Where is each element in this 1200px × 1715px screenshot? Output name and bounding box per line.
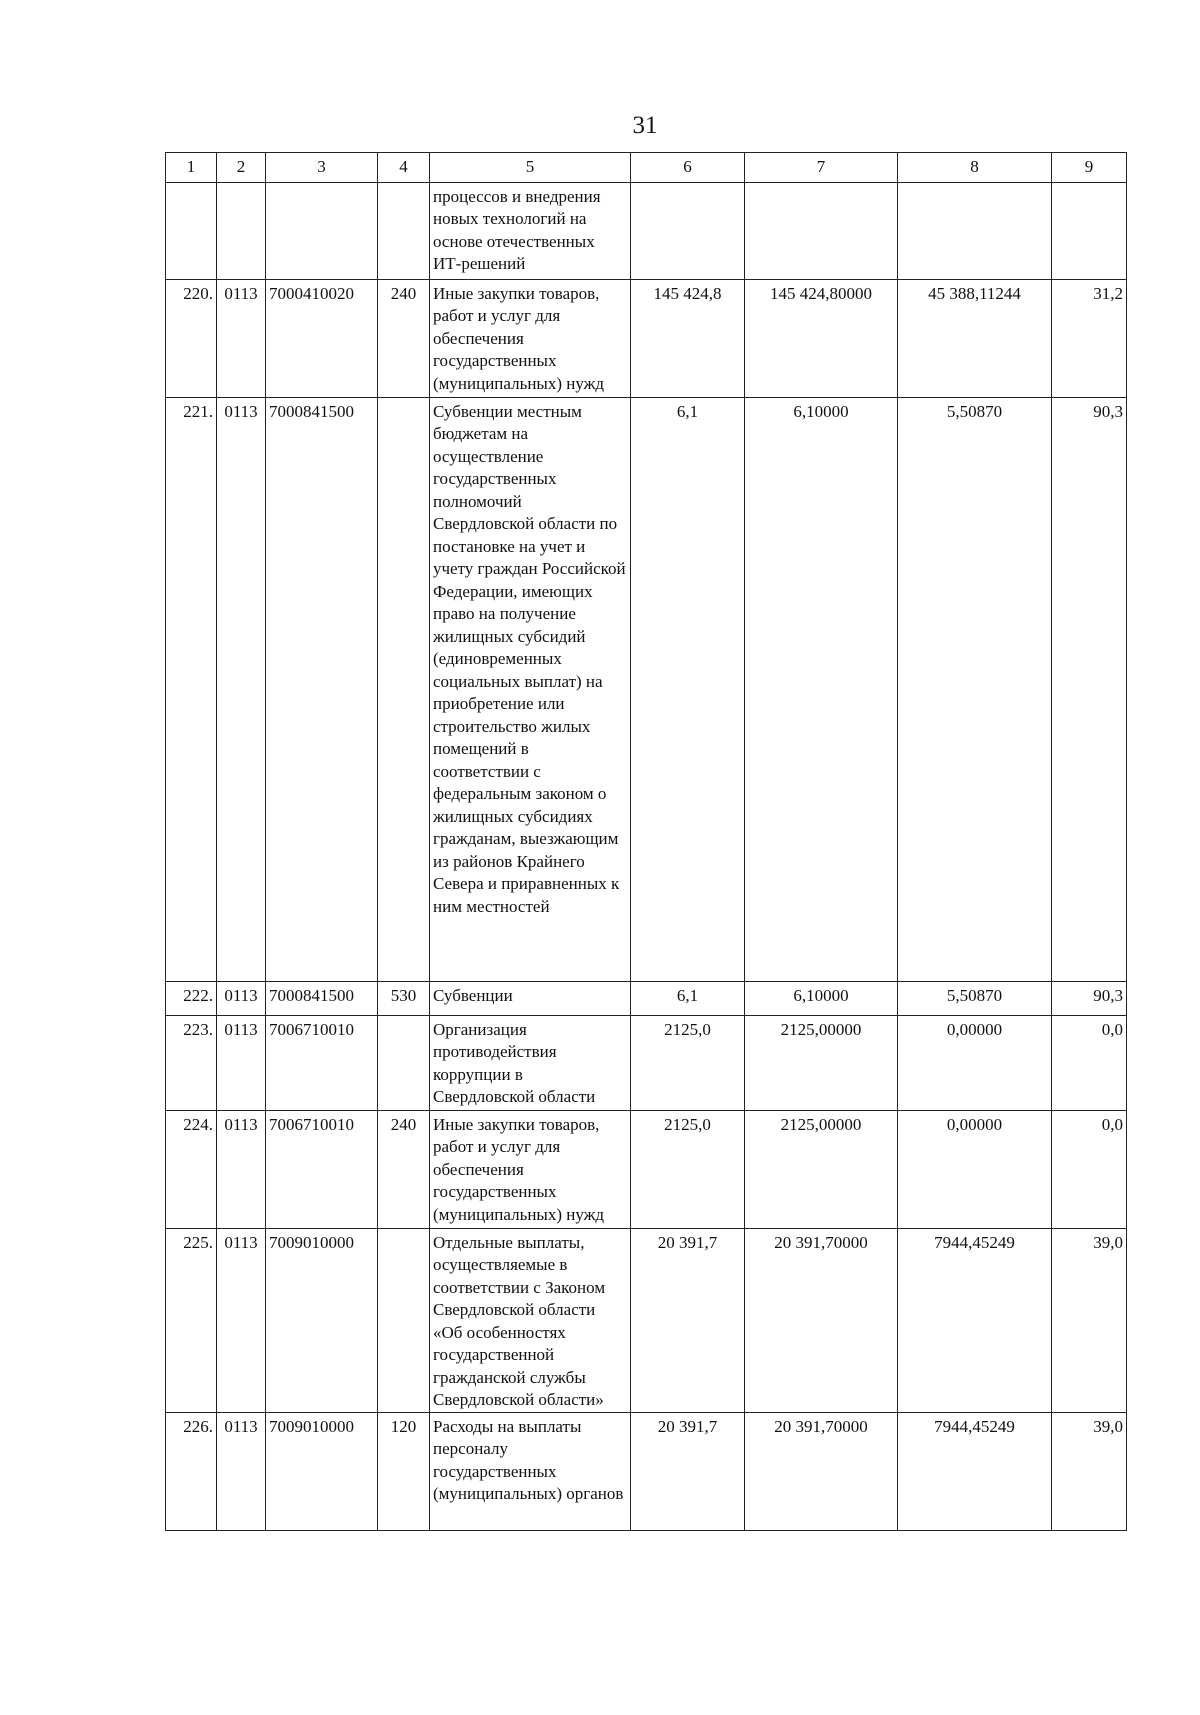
item-name: Иные закупки товаров, работ и услуг для обеспечения государственных (муниципальных) нужд (430, 279, 631, 397)
item-name: Отдельные выплаты, осуществляемые в соответствии с Законом Свердловской области «Об особенностях государственной гражданской службы Свердловской области» (430, 1228, 631, 1412)
value-col6: 2125,0 (631, 1110, 745, 1228)
row-number: 224. (166, 1110, 217, 1228)
value-col8: 7944,45249 (898, 1412, 1052, 1530)
value-col7: 2125,00000 (745, 1110, 898, 1228)
table-row (166, 1110, 1127, 1228)
item-name: Субвенции (430, 981, 631, 1015)
percent-value: 0,0 (1052, 1110, 1127, 1228)
percent-value: 39,0 (1052, 1228, 1127, 1412)
value-col7: 20 391,70000 (745, 1228, 898, 1412)
item-name: Расходы на выплаты персоналу государственных (муниципальных) органов (430, 1412, 631, 1530)
table-row (166, 1228, 1127, 1412)
value-col7: 20 391,70000 (745, 1412, 898, 1530)
column-header: 7 (745, 153, 898, 183)
value-col6 (631, 182, 745, 279)
percent-value (1052, 182, 1127, 279)
target-article-code: 7006710010 (266, 1110, 378, 1228)
value-col8 (898, 182, 1052, 279)
table-row (166, 1412, 1127, 1530)
row-number (166, 182, 217, 279)
header-row (166, 153, 1127, 183)
row-number: 221. (166, 397, 217, 981)
target-article-code: 7006710010 (266, 1015, 378, 1110)
section-code: 0113 (217, 279, 266, 397)
table-row (166, 397, 1127, 981)
section-code: 0113 (217, 1110, 266, 1228)
value-col8: 7944,45249 (898, 1228, 1052, 1412)
item-name: Субвенции местным бюджетам на осуществление государственных полномочий Свердловской области по постановке на учет и учету граждан Российской Федерации, имеющих право на получение жилищных субсидий (единовременных социальных выплат) на приобретение или строительство жилых помещений в соответствии с федеральным законом о жилищных субсидиях гражданам, выезжающим из районов Крайнего Севера и приравненных к ним местностей (430, 397, 631, 981)
column-header: 8 (898, 153, 1052, 183)
value-col6: 6,1 (631, 397, 745, 981)
target-article-code: 7000410020 (266, 279, 378, 397)
table-row (166, 279, 1127, 397)
value-col7 (745, 182, 898, 279)
column-header: 5 (430, 153, 631, 183)
value-col6: 20 391,7 (631, 1228, 745, 1412)
section-code: 0113 (217, 1228, 266, 1412)
column-header: 3 (266, 153, 378, 183)
row-number: 225. (166, 1228, 217, 1412)
target-article-code: 7000841500 (266, 981, 378, 1015)
percent-value: 90,3 (1052, 397, 1127, 981)
value-col7: 6,10000 (745, 981, 898, 1015)
target-article-code: 7000841500 (266, 397, 378, 981)
table-row (166, 1015, 1127, 1110)
value-col8: 45 388,11244 (898, 279, 1052, 397)
expense-type-code (378, 397, 430, 981)
table-row (166, 182, 1127, 279)
value-col7: 6,10000 (745, 397, 898, 981)
expense-type-code: 240 (378, 279, 430, 397)
percent-value: 39,0 (1052, 1412, 1127, 1530)
row-number: 222. (166, 981, 217, 1015)
percent-value: 0,0 (1052, 1015, 1127, 1110)
value-col8: 0,00000 (898, 1015, 1052, 1110)
value-col8: 0,00000 (898, 1110, 1052, 1228)
row-number: 226. (166, 1412, 217, 1530)
column-header: 1 (166, 153, 217, 183)
value-col7: 145 424,80000 (745, 279, 898, 397)
page-number: 31 (632, 112, 658, 139)
budget-table (165, 152, 1127, 1531)
item-name: Организация противодействия коррупции в Свердловской области (430, 1015, 631, 1110)
expense-type-code: 530 (378, 981, 430, 1015)
value-col7: 2125,00000 (745, 1015, 898, 1110)
value-col6: 145 424,8 (631, 279, 745, 397)
section-code: 0113 (217, 1015, 266, 1110)
target-article-code: 7009010000 (266, 1412, 378, 1530)
column-header: 2 (217, 153, 266, 183)
column-header: 4 (378, 153, 430, 183)
row-number: 220. (166, 279, 217, 397)
target-article-code (266, 182, 378, 279)
section-code (217, 182, 266, 279)
item-name: процессов и внедрения новых технологий на основе отечественных ИТ-решений (430, 182, 631, 279)
section-code: 0113 (217, 1412, 266, 1530)
column-header: 9 (1052, 153, 1127, 183)
value-col6: 20 391,7 (631, 1412, 745, 1530)
expense-type-code (378, 1015, 430, 1110)
percent-value: 90,3 (1052, 981, 1127, 1015)
section-code: 0113 (217, 981, 266, 1015)
value-col8: 5,50870 (898, 981, 1052, 1015)
row-number: 223. (166, 1015, 217, 1110)
section-code: 0113 (217, 397, 266, 981)
value-col6: 6,1 (631, 981, 745, 1015)
expense-type-code (378, 182, 430, 279)
column-header: 6 (631, 153, 745, 183)
expense-type-code (378, 1228, 430, 1412)
value-col8: 5,50870 (898, 397, 1052, 981)
expense-type-code: 120 (378, 1412, 430, 1530)
value-col6: 2125,0 (631, 1015, 745, 1110)
target-article-code: 7009010000 (266, 1228, 378, 1412)
expense-type-code: 240 (378, 1110, 430, 1228)
table-row (166, 981, 1127, 1015)
item-name: Иные закупки товаров, работ и услуг для обеспечения государственных (муниципальных) нужд (430, 1110, 631, 1228)
percent-value: 31,2 (1052, 279, 1127, 397)
